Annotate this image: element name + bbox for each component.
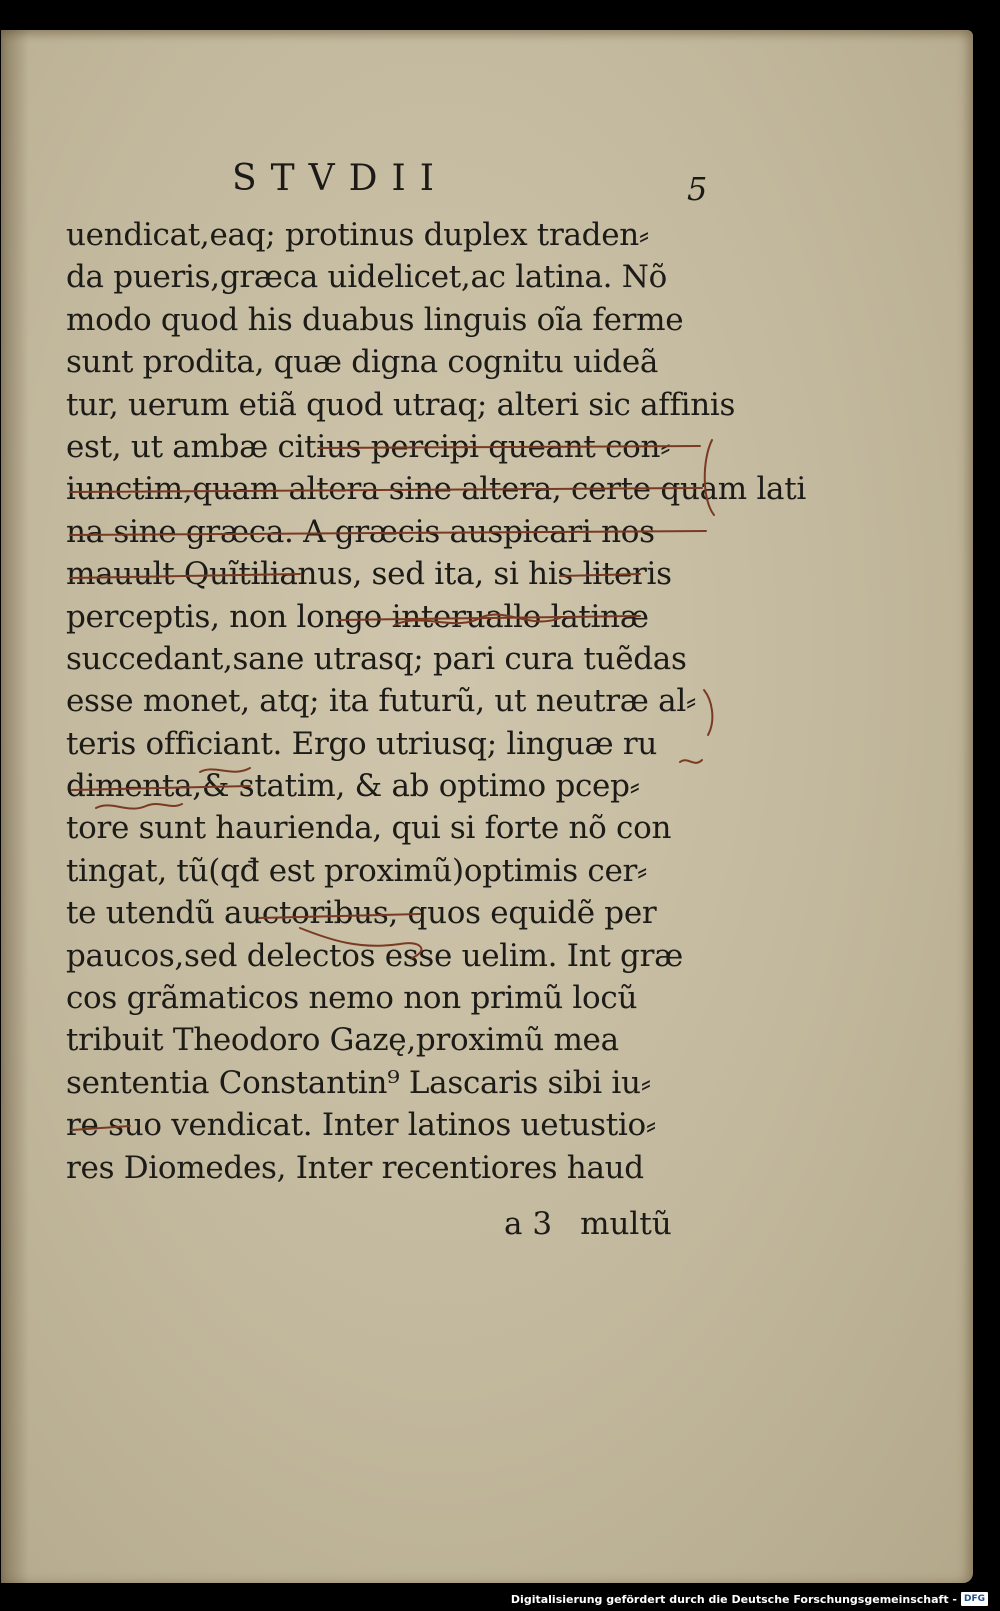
text-line: est, ut ambæ citius percipi queant con⸗ xyxy=(66,428,671,465)
text-line: tore sunt haurienda, qui si forte nõ con xyxy=(66,810,672,847)
text-line: cos grãmaticos nemo non primũ locũ xyxy=(66,980,638,1017)
text-line: re suo vendicat. Inter latinos uetustio⸗ xyxy=(66,1107,656,1144)
text-line: paucos,sed delectos esse uelim. Int græ xyxy=(66,937,683,974)
catchword-line xyxy=(504,1206,700,1242)
text-line: mauult Quĩtilianus, sed ita, si his literis xyxy=(66,556,672,593)
credit-text: Digitalisierung gefördert durch die Deutsche Forschungsgemeinschaft - xyxy=(510,1592,957,1606)
signature-mark: a 3 xyxy=(504,1206,553,1242)
running-head: STVDII xyxy=(232,158,448,199)
text-line: dimenta,& statim, & ab optimo pcep⸗ xyxy=(66,768,640,805)
text-line: sunt prodita, quæ digna cognitu uideã xyxy=(66,344,659,381)
text-line: res Diomedes, Inter recentiores haud xyxy=(66,1149,644,1186)
text-line: tribuit Theodoro Gazę,proximũ mea xyxy=(66,1022,619,1059)
text-line: succedant,sane utrasq; pari cura tuẽdas xyxy=(66,640,687,677)
dfg-logo: DFG xyxy=(961,1592,988,1606)
text-line: te utendũ auctoribus, quos equidẽ per xyxy=(66,895,657,932)
folio-number: 5 xyxy=(687,170,708,208)
gutter-shadow xyxy=(1,30,29,1583)
text-line: perceptis, non longo interuallo latinæ xyxy=(66,598,649,635)
catchword: multũ xyxy=(580,1206,672,1242)
text-line: esse monet, atq; ita futurũ, ut neutræ al⸗ xyxy=(66,683,696,720)
text-line: da pueris,græca uidelicet,ac latina. Nõ xyxy=(66,259,667,296)
text-line: tingat, tũ(qđ est proximũ)optimis cer⸗ xyxy=(66,852,648,889)
digitization-credit xyxy=(511,1589,988,1609)
text-line: modo quod his duabus linguis oĩa ferme xyxy=(66,301,684,338)
text-line: tur, uerum etiã quod utraq; alteri sic affinis xyxy=(66,386,736,423)
text-line: iunctim,quam altera sine altera, certe quam lati xyxy=(66,471,807,508)
text-line: na sine græca. A græcis auspicari nos xyxy=(66,513,655,550)
text-line: teris officiant. Ergo utriusq; linguæ ru xyxy=(66,725,658,762)
text-line: uendicat,eaq; protinus duplex traden⸗ xyxy=(66,217,649,253)
text-line: sententia Constantin⁹ Lascaris sibi iu⸗ xyxy=(66,1064,651,1101)
text-block xyxy=(66,214,807,1189)
